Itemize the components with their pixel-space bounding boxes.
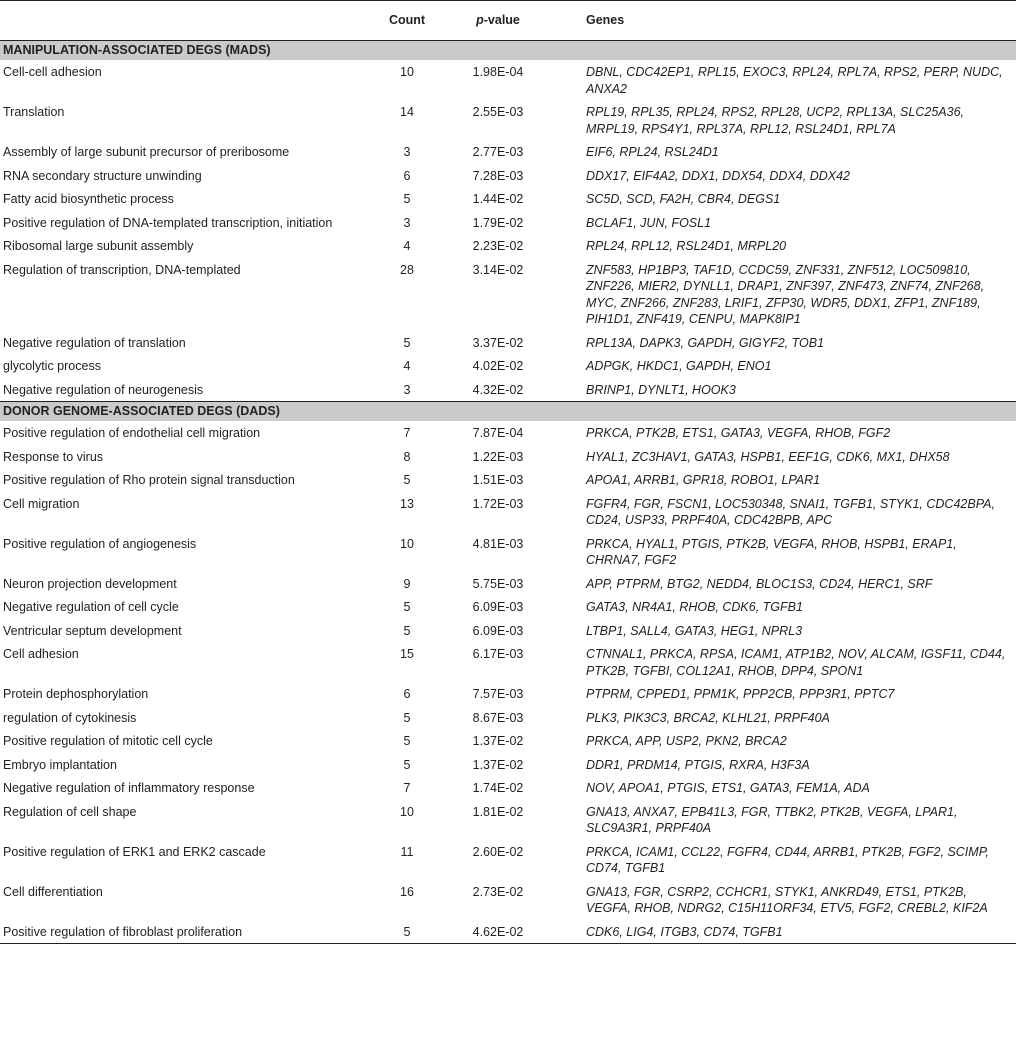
genes-cell: CDK6, LIG4, ITGB3, CD74, TGFB1 — [578, 920, 1016, 944]
pvalue-cell: 2.23E-02 — [472, 239, 524, 253]
count-cell: 5 — [403, 335, 411, 350]
term-cell: Embryo implantation — [3, 757, 117, 772]
pvalue-cell: 8.67E-03 — [472, 710, 524, 725]
term-cell: Positive regulation of mitotic cell cycle — [3, 734, 213, 748]
genes-cell: GNA13, ANXA7, EPB41L3, FGR, TTBK2, PTK2B, VEGFA, LPAR1, SLC9A3R1, PRPF40A — [586, 804, 958, 835]
genes-cell: PRKCA, ICAM1, CCL22, FGFR4, CD44, ARRB1, PTK2B, FGF2, SCIMP, CD74, TGFB1 — [586, 844, 989, 875]
term-cell: Positive regulation of ERK1 and ERK2 cascade — [3, 844, 266, 859]
table-row — [0, 840, 1016, 880]
term-cell: Negative regulation of cell cycle — [3, 600, 179, 614]
count-cell: 6 — [403, 687, 411, 701]
table-row — [0, 706, 1016, 730]
genes-cell: FGFR4, FGR, FSCN1, LOC530348, SNAI1, TGFB1, STYK1, CDC42BPA, CD24, USP33, PRPF40A, CDC42BPB, APC — [586, 496, 995, 527]
genes-cell: HYAL1, ZC3HAV1, GATA3, HSPB1, EEF1G, CDK6, MX1, DHX58 — [586, 449, 950, 464]
table-header-row — [0, 1, 1016, 41]
table-row — [0, 642, 1016, 682]
term-cell: Cell adhesion — [3, 647, 79, 661]
term-cell: Positive regulation of Rho protein signal transduction — [3, 473, 295, 487]
pvalue-cell: 2.55E-03 — [472, 105, 524, 119]
pvalue-cell: 2.73E-02 — [472, 884, 524, 899]
term-cell: Positive regulation of endothelial cell migration — [3, 426, 261, 440]
table-row — [0, 187, 1016, 211]
pvalue-cell: 6.09E-03 — [472, 600, 524, 614]
term-cell: Translation — [3, 105, 65, 119]
term-cell: Cell differentiation — [3, 884, 103, 899]
table-row — [0, 532, 1016, 572]
table-row — [0, 920, 1016, 944]
count-header: Count — [388, 13, 426, 27]
pvalue-cell: 7.57E-03 — [472, 687, 524, 701]
genes-cell: CTNNAL1, PRKCA, RPSA, ICAM1, ATP1B2, NOV, ALCAM, IGSF11, CD44, PTK2B, TGFBI, COL12A1, RHOB, DPP4, SPON1 — [586, 647, 1006, 678]
genes-cell: PTPRM, CPPED1, PPM1K, PPP2CB, PPP3R1, PPTC7 — [586, 687, 895, 701]
pvalue-cell: 2.77E-03 — [472, 145, 524, 159]
table-row — [0, 595, 1016, 619]
term-cell: Response to virus — [3, 449, 104, 464]
term-cell: Neuron projection development — [3, 576, 177, 591]
genes-cell: ZNF583, HP1BP3, TAF1D, CCDC59, ZNF331, ZNF512, LOC509810, ZNF226, MIER2, DYNLL1, DRAP1, ZNF397, ZNF473, ZNF74, ZNF268, MYC, ZNF266, ZNF283, LRIF1, ZFP30, WDR5, DDX1, ZFP1, ZNF189, PIH1D1, ZNF419, CENPU, MAPK8IP1 — [586, 262, 985, 326]
count-cell: 4 — [403, 239, 411, 253]
term-cell: Assembly of large subunit precursor of preribosome — [3, 145, 290, 159]
pvalue-cell: 3.14E-02 — [472, 262, 524, 277]
term-cell: Ventricular septum development — [3, 623, 182, 638]
table-row — [0, 378, 1016, 402]
genes-cell: LTBP1, SALL4, GATA3, HEG1, NPRL3 — [586, 623, 803, 638]
pvalue-cell: 3.37E-02 — [472, 335, 524, 350]
table-body — [0, 41, 1016, 944]
genes-cell: ADPGK, HKDC1, GAPDH, ENO1 — [586, 359, 772, 373]
term-cell: Positive regulation of DNA-templated transcription, initiation — [3, 215, 333, 230]
term-cell: Cell migration — [3, 496, 80, 511]
term-cell: Negative regulation of translation — [3, 335, 186, 350]
pvalue-header-p: p — [476, 13, 484, 27]
count-cell: 5 — [403, 623, 411, 638]
term-cell: glycolytic process — [3, 359, 101, 373]
pvalue-cell: 1.79E-02 — [472, 215, 524, 230]
count-cell: 4 — [403, 359, 411, 373]
table-row — [0, 164, 1016, 188]
pvalue-cell: 1.37E-02 — [472, 734, 524, 748]
count-cell: 10 — [400, 65, 414, 79]
table-row — [0, 140, 1016, 164]
count-cell: 7 — [403, 781, 411, 795]
pvalue-header — [446, 1, 578, 41]
genes-cell: BRINP1, DYNLT1, HOOK3 — [586, 382, 736, 397]
section-title: MANIPULATION-ASSOCIATED DEGS (MADS) — [0, 41, 1016, 61]
genes-cell: BCLAF1, JUN, FOSL1 — [586, 215, 712, 230]
genes-cell: DDR1, PRDM14, PTGIS, RXRA, H3F3A — [586, 757, 810, 772]
genes-cell: PRKCA, PTK2B, ETS1, GATA3, VEGFA, RHOB, FGF2 — [586, 426, 891, 440]
term-cell: Fatty acid biosynthetic process — [3, 192, 174, 206]
pvalue-cell: 4.02E-02 — [472, 359, 524, 373]
genes-cell: APOA1, ARRB1, GPR18, ROBO1, LPAR1 — [586, 473, 821, 487]
table-row — [0, 682, 1016, 706]
term-cell: Positive regulation of angiogenesis — [3, 536, 197, 551]
pvalue-cell: 4.62E-02 — [446, 920, 578, 944]
count-cell: 5 — [358, 920, 446, 944]
count-cell: 5 — [403, 192, 411, 206]
pvalue-cell: 1.98E-04 — [472, 65, 524, 79]
term-cell: Regulation of cell shape — [3, 804, 137, 819]
table-row — [0, 619, 1016, 643]
term-cell: Negative regulation of inflammatory response — [3, 781, 255, 795]
table-row — [0, 776, 1016, 800]
count-cell: 5 — [403, 710, 411, 725]
table-row — [0, 445, 1016, 469]
pvalue-cell: 4.32E-02 — [472, 382, 524, 397]
genes-cell: APP, PTPRM, BTG2, NEDD4, BLOC1S3, CD24, HERC1, SRF — [586, 576, 933, 591]
genes-cell: GNA13, FGR, CSRP2, CCHCR1, STYK1, ANKRD49, ETS1, PTK2B, VEGFA, RHOB, NDRG2, C15H11ORF34, ETV5, FGF2, CREBL2, KIF2A — [586, 884, 988, 915]
count-cell: 3 — [403, 215, 411, 230]
term-cell: regulation of cytokinesis — [3, 710, 137, 725]
pvalue-cell: 6.17E-03 — [472, 647, 524, 661]
genes-cell: RPL13A, DAPK3, GAPDH, GIGYF2, TOB1 — [586, 335, 825, 350]
table-row — [0, 468, 1016, 492]
table-row — [0, 60, 1016, 100]
pvalue-cell: 6.09E-03 — [472, 623, 524, 638]
count-cell: 16 — [400, 884, 414, 899]
genes-cell: RPL24, RPL12, RSL24D1, MRPL20 — [586, 239, 787, 253]
count-cell: 10 — [400, 536, 414, 551]
pvalue-cell: 4.81E-03 — [472, 536, 524, 551]
count-cell: 9 — [403, 576, 411, 591]
term-cell: Protein dephosphorylation — [3, 687, 149, 701]
term-cell: RNA secondary structure unwinding — [3, 168, 202, 183]
table-row — [0, 492, 1016, 532]
section-title: DONOR GENOME-ASSOCIATED DEGS (DADS) — [0, 402, 1016, 422]
count-cell: 13 — [400, 496, 414, 511]
table-row — [0, 100, 1016, 140]
table-row — [0, 421, 1016, 445]
table-row — [0, 572, 1016, 596]
count-cell: 8 — [403, 449, 411, 464]
count-cell: 5 — [403, 757, 411, 772]
count-cell: 3 — [403, 145, 411, 159]
genes-cell: PLK3, PIK3C3, BRCA2, KLHL21, PRPF40A — [586, 710, 830, 725]
table-row — [0, 800, 1016, 840]
table-row — [0, 234, 1016, 258]
section-header-row — [0, 41, 1016, 61]
term-cell: Regulation of transcription, DNA-templated — [3, 262, 241, 277]
genes-cell: GATA3, NR4A1, RHOB, CDK6, TGFB1 — [586, 600, 803, 614]
term-cell: Negative regulation of neurogenesis — [3, 382, 204, 397]
count-cell: 3 — [403, 382, 411, 397]
pvalue-cell: 5.75E-03 — [472, 576, 524, 591]
count-cell: 11 — [400, 844, 414, 859]
count-cell: 5 — [403, 600, 411, 614]
count-cell: 7 — [403, 426, 411, 440]
pvalue-cell: 1.37E-02 — [472, 757, 524, 772]
count-cell: 10 — [400, 804, 414, 819]
table-row — [0, 880, 1016, 920]
term-cell: Cell-cell adhesion — [3, 65, 102, 79]
table-row — [0, 753, 1016, 777]
pvalue-cell: 1.44E-02 — [472, 192, 524, 206]
pvalue-cell: 1.74E-02 — [472, 781, 524, 795]
term-header — [0, 1, 358, 41]
table-row — [0, 211, 1016, 235]
table-row — [0, 331, 1016, 355]
genes-cell: PRKCA, HYAL1, PTGIS, PTK2B, VEGFA, RHOB, HSPB1, ERAP1, CHRNA7, FGF2 — [586, 536, 957, 567]
table-row — [0, 258, 1016, 331]
genes-header: Genes — [586, 13, 625, 27]
genes-cell: NOV, APOA1, PTGIS, ETS1, GATA3, FEM1A, ADA — [586, 781, 870, 795]
count-cell: 5 — [403, 473, 411, 487]
pvalue-cell: 1.81E-02 — [472, 804, 524, 819]
pvalue-cell: 7.87E-04 — [472, 426, 524, 440]
genes-cell: EIF6, RPL24, RSL24D1 — [586, 145, 719, 159]
genes-cell: DBNL, CDC42EP1, RPL15, EXOC3, RPL24, RPL7A, RPS2, PERP, NUDC, ANXA2 — [586, 65, 1003, 96]
pvalue-cell: 1.51E-03 — [472, 473, 524, 487]
pvalue-cell: 1.72E-03 — [472, 496, 524, 511]
genes-cell: PRKCA, APP, USP2, PKN2, BRCA2 — [586, 734, 787, 748]
section-header-row — [0, 402, 1016, 422]
table-row — [0, 729, 1016, 753]
pvalue-cell: 1.22E-03 — [472, 449, 524, 464]
term-cell: Ribosomal large subunit assembly — [3, 239, 194, 253]
pvalue-header-rest: -value — [483, 13, 520, 27]
table-row — [0, 354, 1016, 378]
genes-cell: SC5D, SCD, FA2H, CBR4, DEGS1 — [586, 192, 781, 206]
count-cell: 6 — [403, 168, 411, 183]
count-cell: 15 — [400, 647, 414, 661]
pvalue-cell: 7.28E-03 — [472, 168, 524, 183]
term-cell: Positive regulation of fibroblast proliferation — [0, 920, 358, 944]
pvalue-cell: 2.60E-02 — [472, 844, 524, 859]
count-cell: 28 — [400, 262, 414, 277]
genes-cell: RPL19, RPL35, RPL24, RPS2, RPL28, UCP2, RPL13A, SLC25A36, MRPL19, RPS4Y1, RPL37A, RPL12, RSL24D1, RPL7A — [586, 105, 964, 136]
count-cell: 5 — [403, 734, 411, 748]
count-cell: 14 — [400, 105, 414, 119]
genes-cell: DDX17, EIF4A2, DDX1, DDX54, DDX4, DDX42 — [586, 168, 850, 183]
